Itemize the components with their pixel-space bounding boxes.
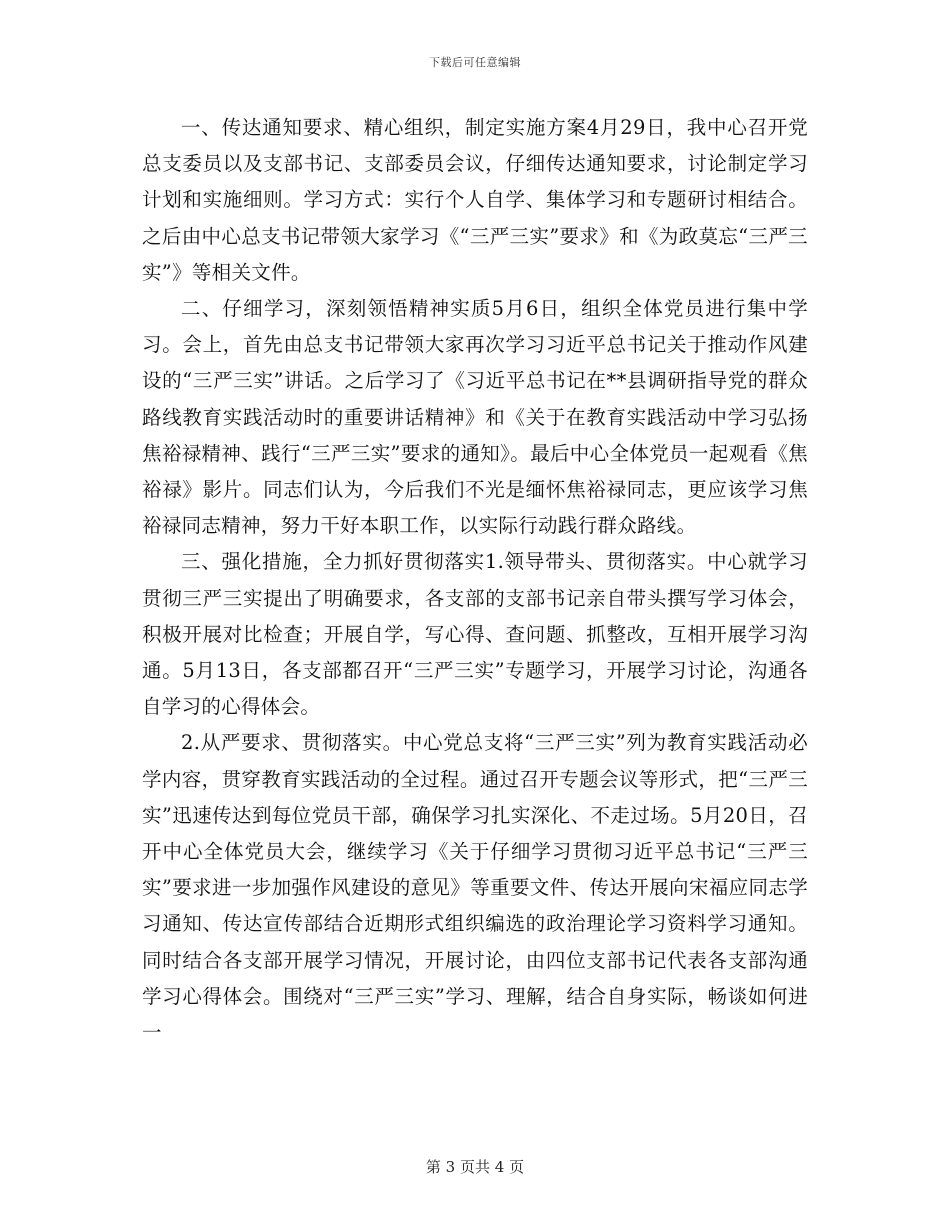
page-number: 第 3 页共 4 页 [425,1158,525,1176]
document-body [142,110,808,1051]
header-note: 下载后可任意编辑 [429,56,521,69]
paragraph-4: 2.从严要求、贯彻落实。中心党总支将“三严三实”列为教育实践活动必学内容，贯穿教育实践活动的全过程。通过召开专题会议等形式，把“三严三实”迅速传达到每位党员干部，确保学习扎实深化、不走过场。5月20日，召开中心全体党员大会，继续学习《关于仔细学习贯彻习近平总书记“三严三实”要求进一步加强作风建设的意见》等重要文件、传达开展向宋福应同志学习通知、传达宣传部结合近期形式组织编选的政治理论学习资料学习通知。同时结合各支部开展学习情况，开展讨论，由四位支部书记代表各支部沟通学习心得体会。围绕对“三严三实”学习、理解，结合自身实际，畅谈如何进一 [142,731,808,1045]
paragraph-1: 一、传达通知要求、精心组织，制定实施方案4月29日，我中心召开党总支委员以及支部书记、支部委员会议，仔细传达通知要求，讨论制定学习计划和实施细则。学习方式：实行个人自学、集体学习和专题研讨相结合。之后由中心总支书记带领大家学习《“三严三实”要求》和《为政莫忘“三严三实”》等相关文件。 [142,116,808,284]
paragraph-2: 二、仔细学习，深刻领悟精神实质5月6日，组织全体党员进行集中学习。会上，首先由总支书记带领大家再次学习习近平总书记关于推动作风建设的“三严三实”讲话。之后学习了《习近平总书记在**县调研指导党的群众路线教育实践活动时的重要讲话精神》和《关于在教育实践活动中学习弘扬焦裕禄精神、践行“三严三实”要求的通知》。最后中心全体党员一起观看《焦裕禄》影片。同志们认为，今后我们不光是缅怀焦裕禄同志，更应该学习焦裕禄同志精神，努力干好本职工作，以实际行动践行群众路线。 [142,297,808,538]
paragraph-3: 三、强化措施，全力抓好贯彻落实1.领导带头、贯彻落实。中心就学习贯彻三严三实提出了明确要求，各支部的支部书记亲自带头撰写学习体会，积极开展对比检查；开展自学，写心得、查问题、抓整改，互相开展学习沟通。5月13日，各支部都召开“三严三实”专题学习，开展学习讨论，沟通各自学习的心得体会。 [142,550,808,719]
